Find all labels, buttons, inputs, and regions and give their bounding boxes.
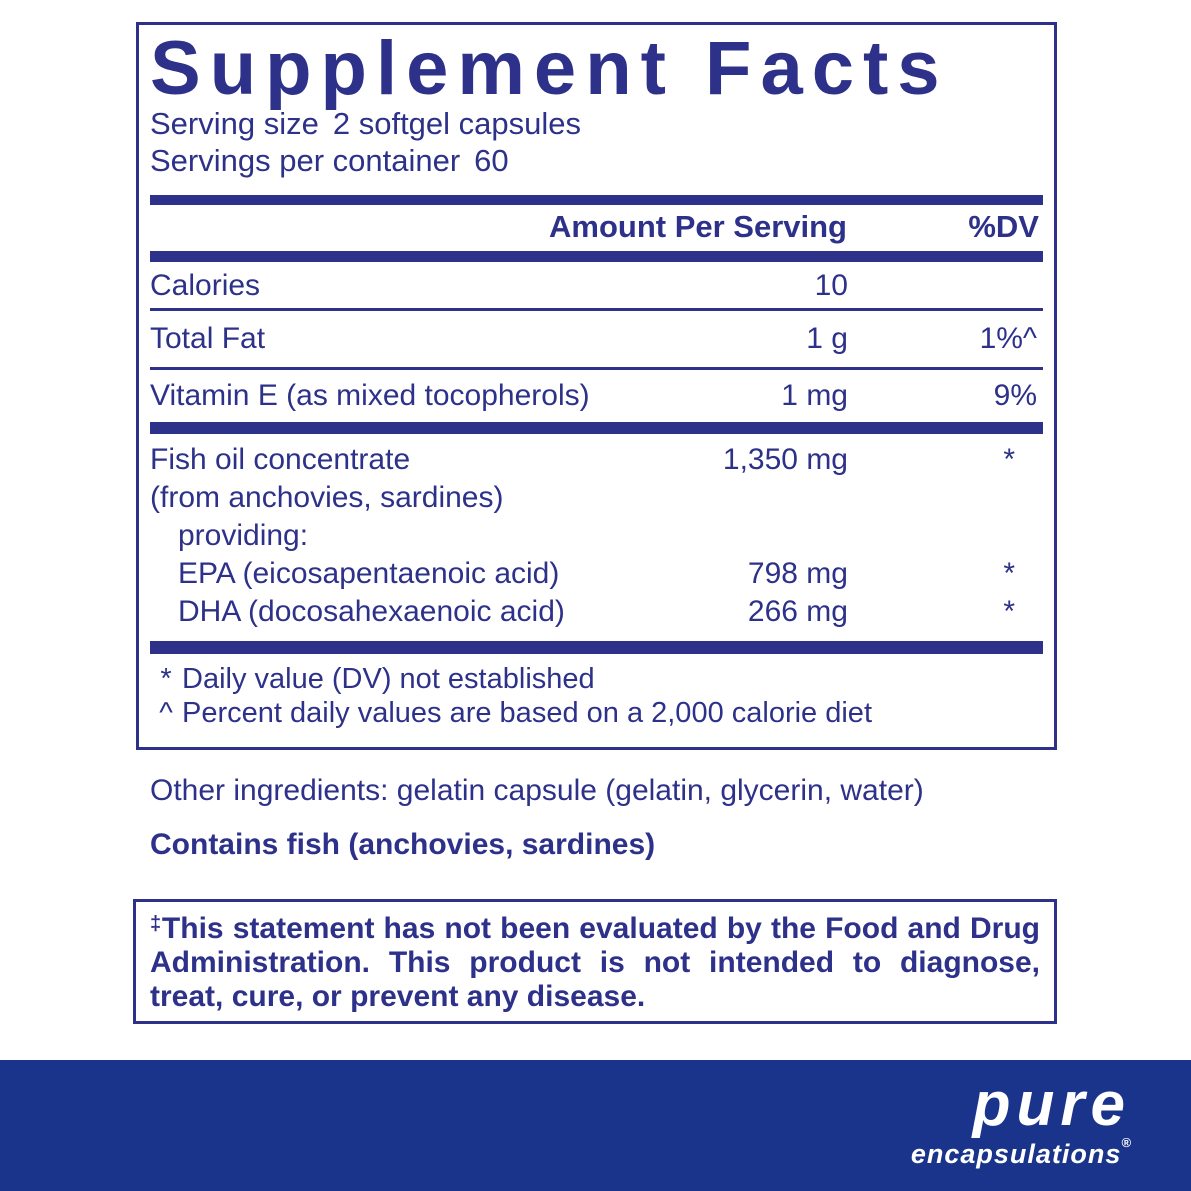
footnote-text: Daily value (DV) not established [182,663,595,695]
table-row-fish-oil-source [150,479,1043,517]
allergen-statement: Contains fish (anchovies, sardines) [150,828,656,861]
table-row-calories [150,262,1043,308]
row-name: providing: [178,519,309,552]
row-amount: 266 mg [747,595,848,628]
row-name: Calories [150,269,261,302]
row-dv: * [1003,557,1015,590]
brand-name: pure [972,1070,1131,1139]
brand-subname: encapsulations [910,1139,1122,1169]
row-name: EPA (eicosapentaenoic acid) [178,557,560,590]
row-amount: 798 mg [747,557,848,590]
divider-thick-bottom [150,641,1043,654]
brand-logo [910,1070,1131,1169]
row-amount: 10 [814,269,848,302]
row-dv: 9% [993,379,1037,412]
fda-disclaimer-box [133,899,1057,1024]
other-ingredients-text: Other ingredients: gelatin capsule (gelatin, glycerin, water) [150,774,924,807]
servings-per-container-line [150,142,1043,179]
row-dv: * [1003,443,1015,476]
row-amount: 1 g [806,322,848,355]
row-name: DHA (docosahexaenoic acid) [178,595,565,628]
footnote-dv-not-established [150,662,1043,696]
footnote-marker: ^ [159,697,173,729]
table-row-vitamin-e [150,370,1043,422]
footnote-marker: * [160,663,172,695]
panel-title: Supplement Facts [150,26,949,111]
supplement-facts-panel [136,22,1057,750]
table-row-dha [150,593,1043,631]
row-amount: 1,350 mg [722,443,848,476]
registered-trademark-icon: ® [1121,1135,1131,1150]
table-row-fish-oil [150,434,1043,479]
footnote-percent-dv [150,696,1043,730]
footnotes [150,662,1043,730]
table-row-total-fat [150,311,1043,367]
divider-thick-top [150,195,1043,205]
brand-subname-line [911,1136,1131,1168]
row-name: Fish oil concentrate [150,443,411,476]
serving-size-value: 2 softgel capsules [332,106,582,141]
row-name: Total Fat [150,322,266,355]
disclaimer-text: This statement has not been evaluated by the Food and Drug Administration. This product is not intended to diagnose, treat, cure, or prevent any disease. [150,912,1040,1013]
servings-per-container-value: 60 [474,143,509,178]
header-percent-dv: %DV [968,209,1039,244]
row-dv: 1%^ [979,322,1037,355]
divider-thick-middle [150,422,1043,434]
footnote-text: Percent daily values are based on a 2,000 calorie diet [182,697,872,729]
brand-footer-bar [0,1060,1191,1191]
row-name: (from anchovies, sardines) [150,481,504,514]
table-header-row [150,205,1043,251]
row-dv: * [1003,595,1015,628]
divider-medium-header [150,251,1043,262]
disclaimer-marker: ‡ [150,913,162,935]
serving-size-label: Serving size [150,106,319,141]
servings-per-container-label: Servings per container [150,143,461,178]
table-row-epa [150,555,1043,593]
header-amount-per-serving: Amount Per Serving [549,209,847,244]
row-amount: 1 mg [781,379,848,412]
row-name: Vitamin E (as mixed tocopherols) [150,379,590,412]
table-row-providing [150,517,1043,555]
